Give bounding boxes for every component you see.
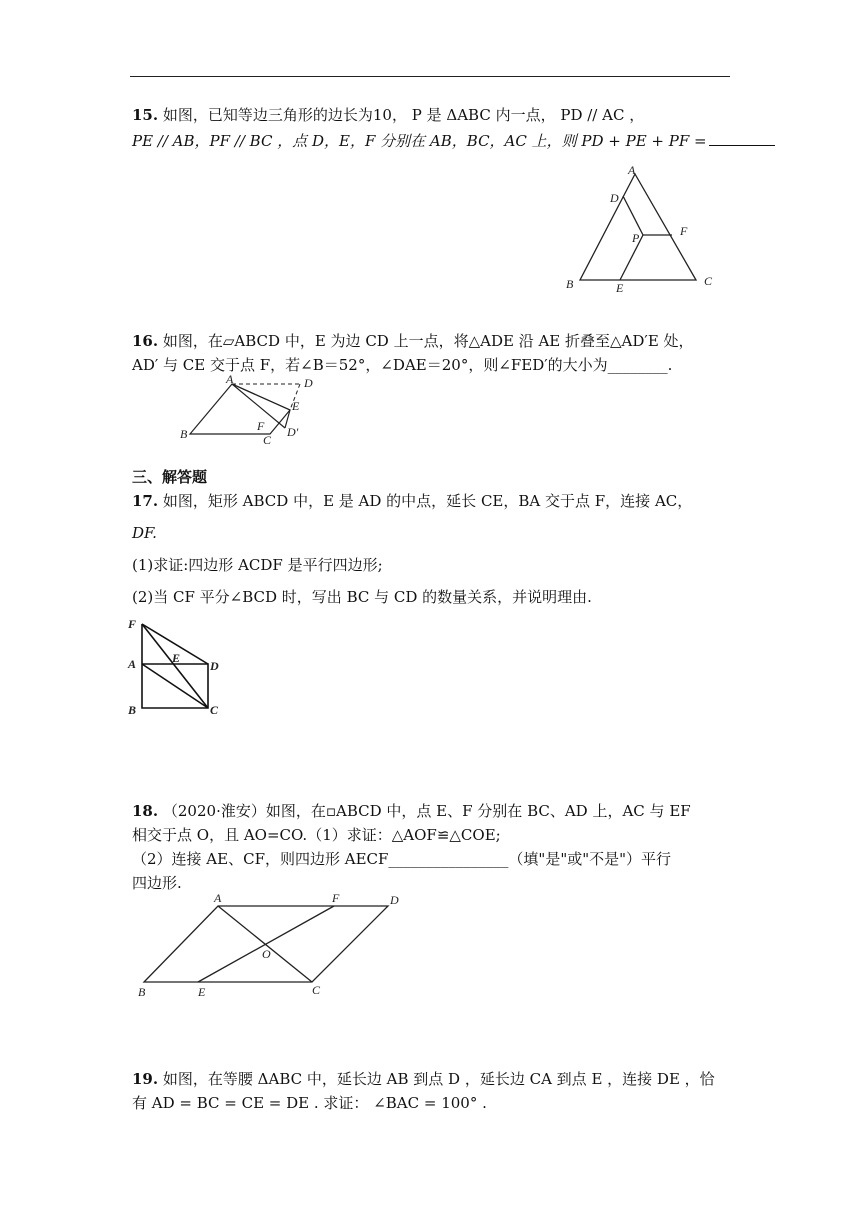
section-title: 三、解答题 bbox=[132, 468, 208, 486]
q15-label-e: E bbox=[616, 281, 624, 295]
q15-label-c: C bbox=[704, 274, 713, 288]
q18-label-b: B bbox=[138, 985, 146, 999]
q16-label-c: C bbox=[263, 433, 272, 447]
q17-part1: (1)求证:四边形 ACDF 是平行四边形; bbox=[132, 556, 383, 574]
q18-line2: 相交于点 O，且 AO=CO.（1）求证：△AOF≌△COE; bbox=[132, 826, 501, 844]
q18-text-1: （2020·淮安）如图，在▫ABCD 中，点 E、F 分别在 BC、AD 上，AC 与 EF bbox=[162, 802, 691, 820]
q16-label-e: E bbox=[292, 399, 300, 413]
q16-label-a: A bbox=[226, 372, 234, 386]
q17-label-c: C bbox=[210, 703, 219, 717]
q18-number: 18. bbox=[132, 802, 159, 820]
q18-label-a: A bbox=[214, 891, 222, 905]
q19-text-1: 如图，在等腰 ΔABC 中，延长边 AB 到点 D ，延长边 CA 到点 E ，连接 DE ，恰 bbox=[162, 1070, 715, 1088]
q18-label-c: C bbox=[312, 983, 321, 997]
q16-label-f: F bbox=[257, 419, 265, 433]
q16-line1 bbox=[132, 330, 694, 352]
q17-part2: (2)当 CF 平分∠BCD 时，写出 BC 与 CD 的数量关系，并说明理由. bbox=[132, 588, 592, 606]
q18-line4: 四边形. bbox=[132, 874, 182, 892]
q15-label-p: P bbox=[632, 231, 640, 245]
q17-label-e: E bbox=[172, 651, 181, 665]
q15-text-2: PE // AB，PF // BC ，点 D，E，F 分别在 AB，BC，AC 上，则 PD + PE + PF = bbox=[132, 132, 707, 150]
q18-parallelogram-figure bbox=[130, 892, 420, 1002]
q15-text-1: 如图，已知等边三角形的边长为10， P 是 ΔABC 内一点， PD // AC ， bbox=[162, 106, 645, 124]
q17-line1 bbox=[132, 490, 692, 512]
header-rule bbox=[130, 76, 730, 77]
q17-text-1: 如图，矩形 ABCD 中，E 是 AD 的中点，延长 CE，BA 交于点 F，连接 AC， bbox=[162, 492, 693, 510]
q15-label-d: D bbox=[610, 191, 619, 205]
q17-label-d: D bbox=[210, 659, 219, 673]
q17-number: 17. bbox=[132, 492, 159, 510]
q18-line3: （2）连接 AE、CF，则四边形 AECF________________（填"是"或"不是"）平行 bbox=[132, 850, 672, 868]
q15-line1 bbox=[132, 104, 644, 126]
q18-label-o: O bbox=[262, 947, 271, 961]
q15-number: 15. bbox=[132, 106, 159, 124]
q16-number: 16. bbox=[132, 332, 159, 350]
q16-text-2: AD′ 与 CE 交于点 F，若∠B＝52°，∠DAE＝20°，则∠FED′的大小为________. bbox=[132, 356, 673, 374]
q15-label-a: A bbox=[628, 163, 636, 177]
q17-label-a: A bbox=[128, 657, 137, 671]
q16-label-b: B bbox=[180, 427, 188, 441]
q18-line1 bbox=[132, 800, 691, 822]
q19-line2: 有 AD = BC = CE = DE . 求证： ∠BAC = 100° . bbox=[132, 1094, 487, 1112]
q15-line2 bbox=[132, 130, 775, 152]
q16-text-1: 如图，在▱ABCD 中，E 为边 CD 上一点，将△ADE 沿 AE 折叠至△AD′E 处， bbox=[162, 332, 694, 350]
q16-parallelogram-figure bbox=[180, 374, 330, 446]
q16-label-d: D bbox=[304, 376, 313, 390]
q19-number: 19. bbox=[132, 1070, 159, 1088]
q15-label-b: B bbox=[566, 277, 574, 291]
q18-label-e: E bbox=[198, 985, 206, 999]
q19-line1 bbox=[132, 1068, 715, 1090]
q18-label-f: F bbox=[332, 891, 340, 905]
q15-answer-blank[interactable] bbox=[709, 131, 775, 146]
q16-line2 bbox=[132, 354, 672, 376]
q17-line2: DF. bbox=[132, 524, 157, 542]
q15-label-f: F bbox=[680, 224, 688, 238]
q17-label-f: F bbox=[128, 617, 137, 631]
q17-rectangle-figure bbox=[126, 618, 236, 718]
q16-label-d-prime: D′ bbox=[287, 425, 299, 439]
q18-label-d: D bbox=[390, 893, 399, 907]
q17-label-b: B bbox=[128, 703, 137, 717]
q15-triangle-figure bbox=[560, 160, 730, 300]
